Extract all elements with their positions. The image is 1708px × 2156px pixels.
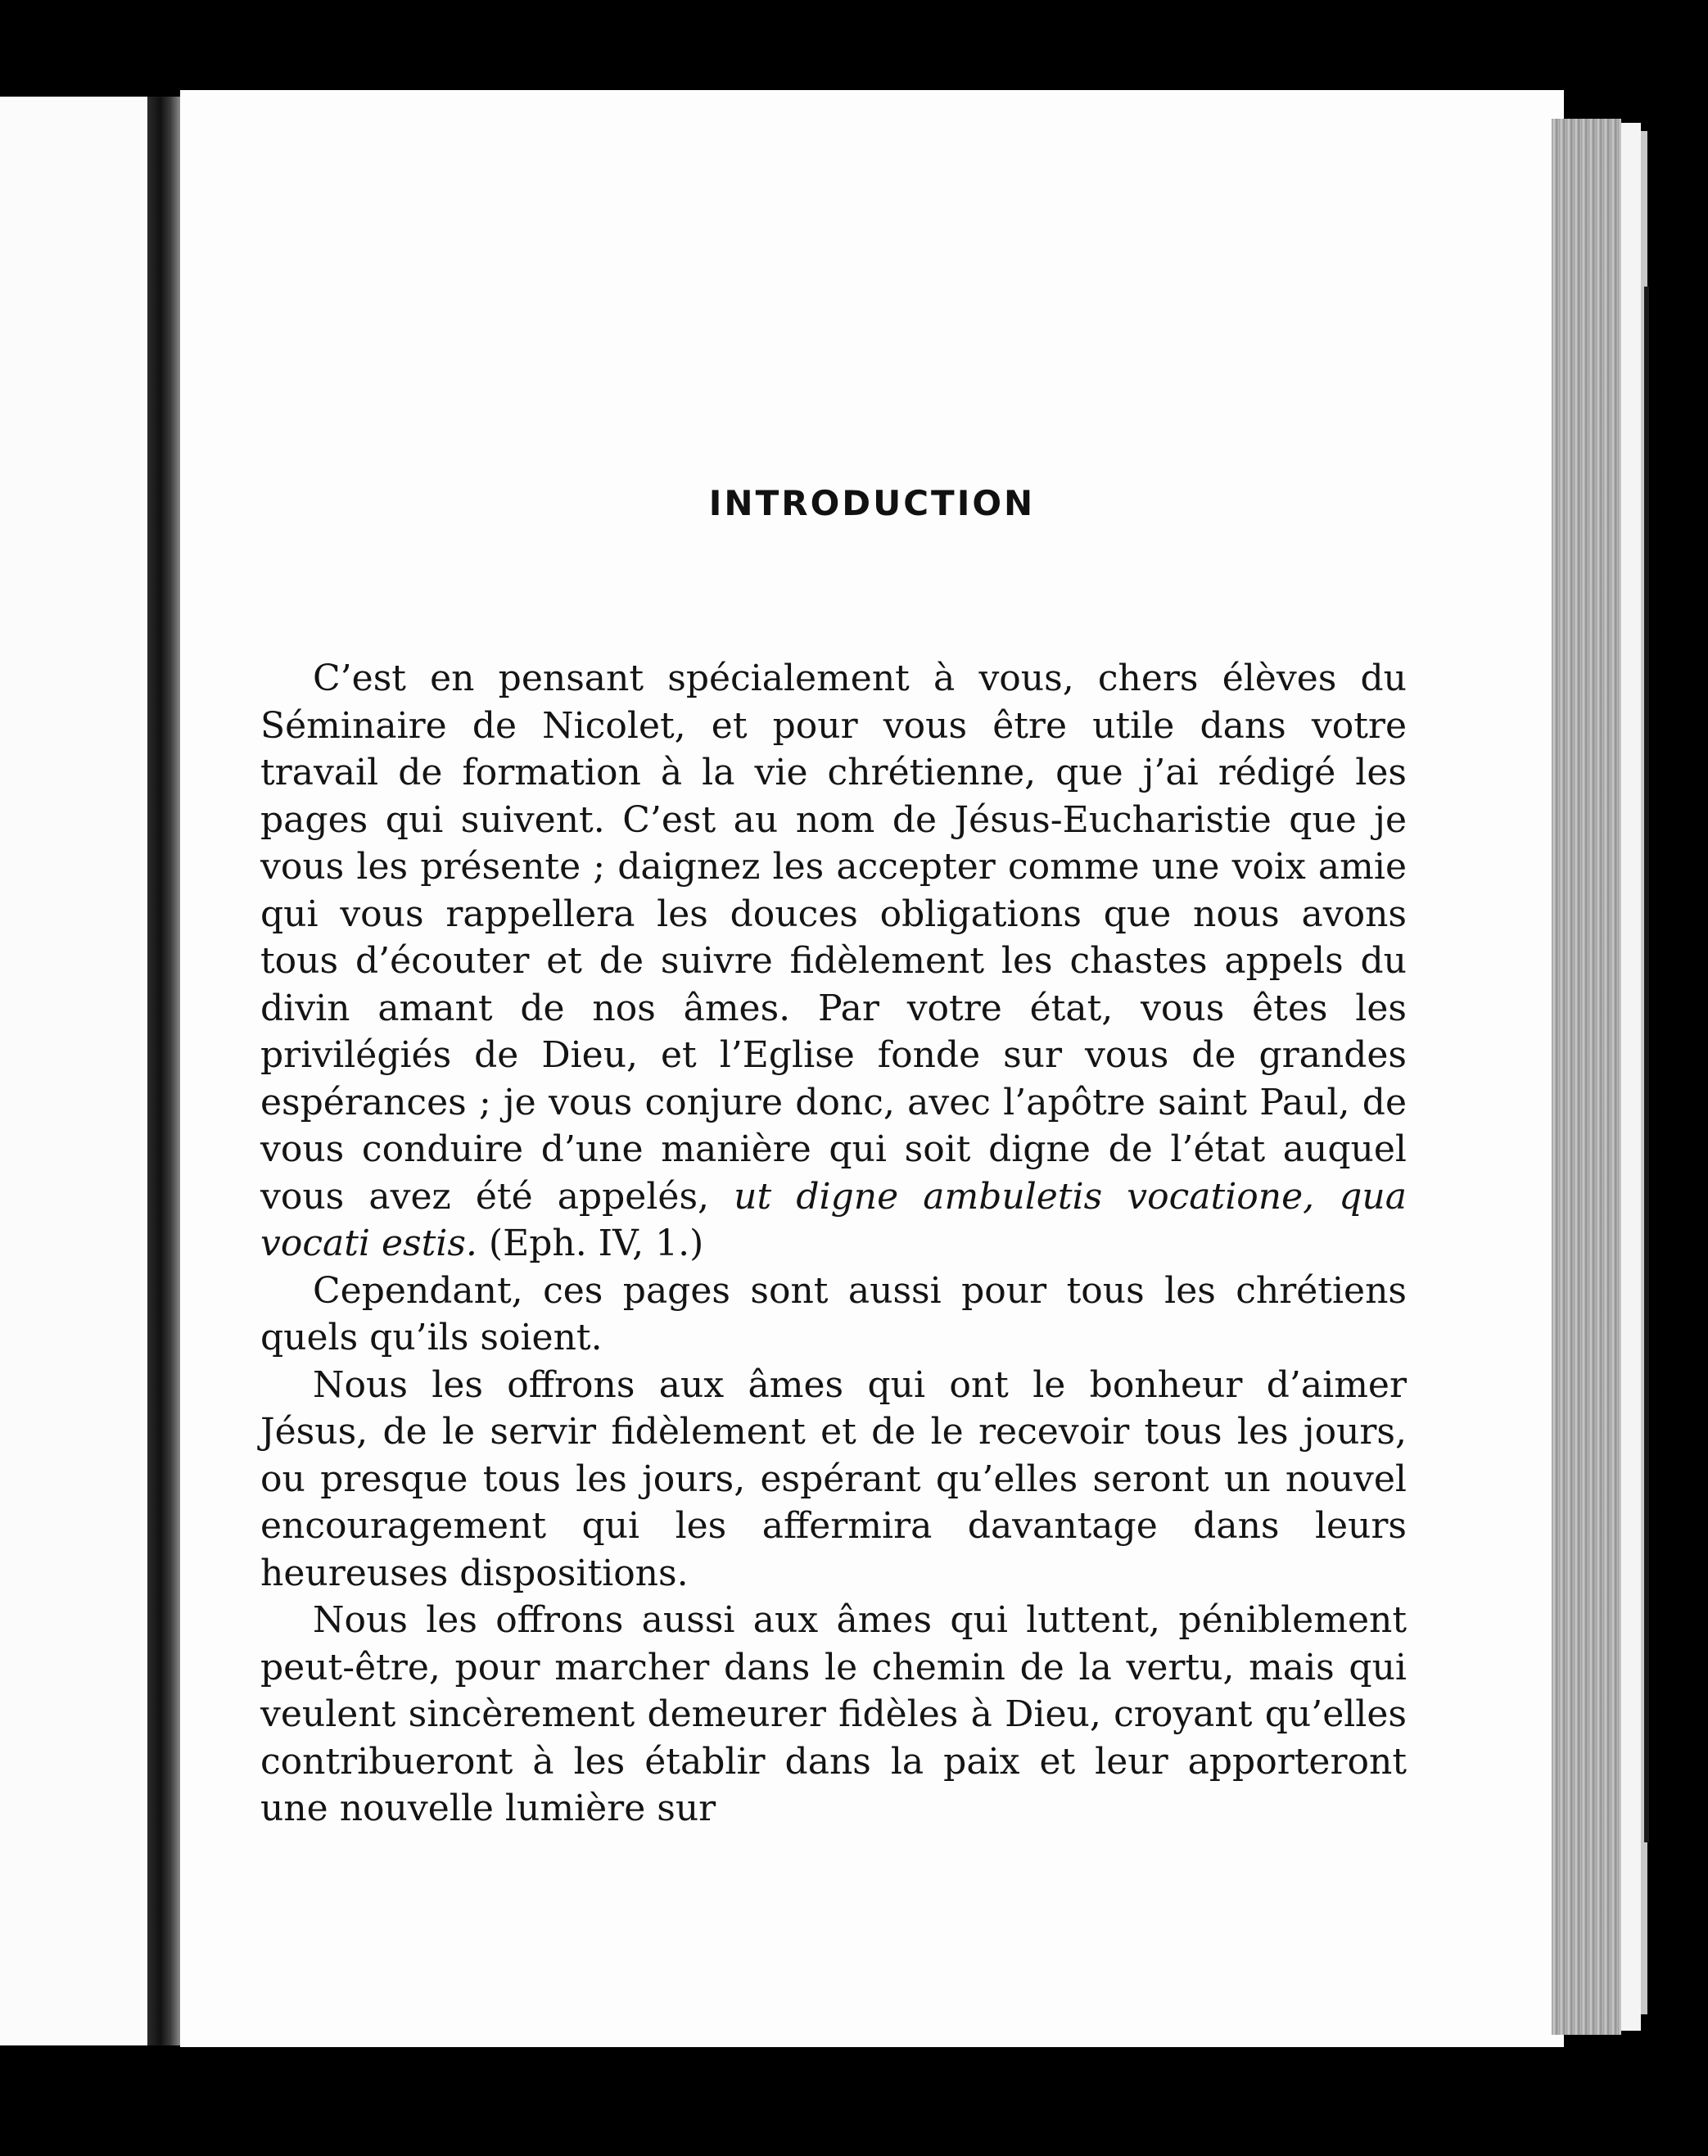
book-gutter <box>147 97 180 2045</box>
cover-edge <box>1621 123 1641 2031</box>
paragraph-2: Cependant, ces pages sont aussi pour tous les chrétiens quels qu’ils soient. <box>260 1269 1407 1358</box>
paragraph-3: Nous les offrons aux âmes qui ont le bonheur d’aimer Jésus, de le servir fidèlement et de le recevoir tous les jours, ou presque tous les jours, espérant qu’elles seront un nouvel encouragement qui les affermira davantage dans leurs heureuses dispositions. <box>260 1363 1407 1594</box>
latin-quotation: ut digne ambuletis vocatione, qua vocati estis. <box>260 1175 1407 1264</box>
previous-page-edge <box>0 97 147 2045</box>
paragraph-1 <box>260 655 1407 1268</box>
paragraph-1-text: C’est en pensant spécialement à vous, chers élèves du Séminaire de Nicolet, et pour vous être utile dans votre travail de formation à la vie chrétienne, que j’ai rédigé les pages qui suivent. C’est au nom de Jésus-Eucharistie que je vous les présente ; daignez les accepter comme une voix amie qui vous rappellera les douces obligations que nous avons tous d’écouter et de suivre fidèlement les chastes appels du divin amant de nos âmes. Par votre état, vous êtes les privilégiés de Dieu, et l’Eglise fonde sur vous de grandes espérances ; je vous conjure donc, avec l’apôtre saint Paul, de vous conduire d’une manière qui soit digne de l’état auquel vous avez été appelés, <box>260 658 1407 1218</box>
cover-edge-shadow <box>1644 287 1649 1842</box>
body-text <box>260 655 1407 1833</box>
page-edges-stack <box>1552 119 1621 2035</box>
page-heading: INTRODUCTION <box>708 483 1036 523</box>
scripture-reference: (Eph. IV, 1.) <box>488 1223 704 1264</box>
paragraph-4: Nous les offrons aussi aux âmes qui luttent, péniblement peut-être, pour marcher dans le chemin de la vertu, mais qui veulent sincèrement demeurer fidèles à Dieu, croyant qu’elles contribueront à les établir dans la paix et leur apporteront une nouvelle lumière sur <box>260 1599 1407 1829</box>
